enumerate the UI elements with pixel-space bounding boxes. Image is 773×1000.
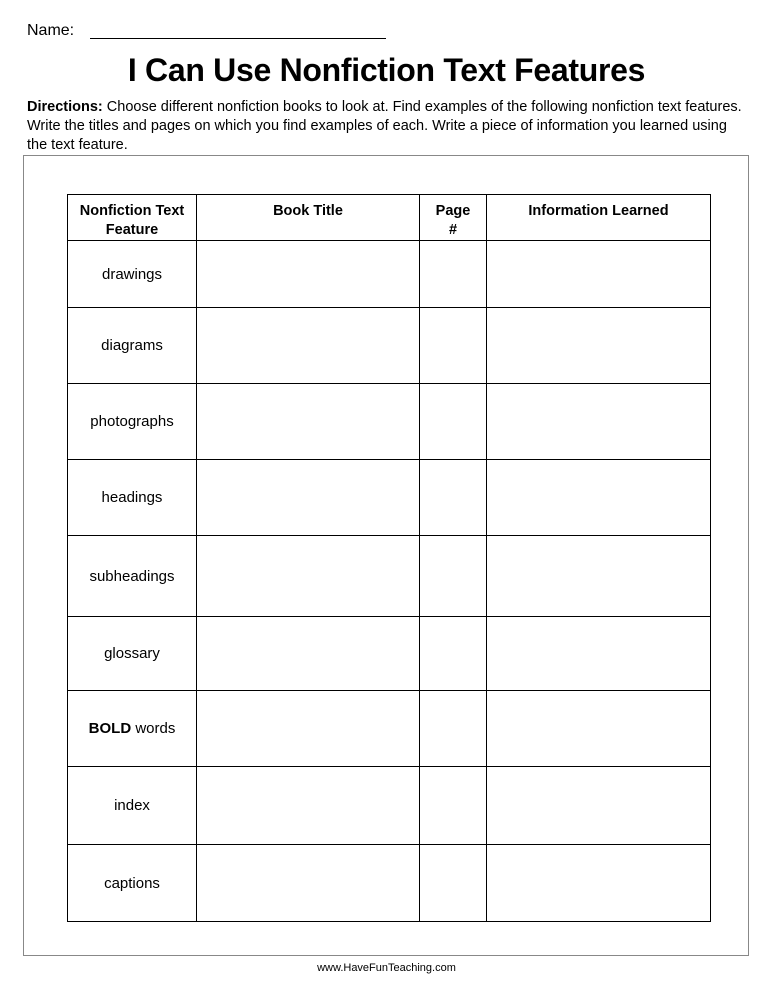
page-cell[interactable] [420, 691, 487, 767]
book-title-cell[interactable] [197, 845, 420, 922]
feature-text: glossary [104, 645, 160, 662]
feature-cell [68, 460, 197, 536]
page-cell[interactable] [420, 845, 487, 922]
page-cell[interactable] [420, 767, 487, 845]
book-title-cell[interactable] [197, 617, 420, 691]
header-page: Page # [420, 195, 487, 241]
page-cell[interactable] [420, 536, 487, 617]
feature-cell [68, 241, 197, 308]
feature-text: subheadings [89, 567, 175, 585]
directions [27, 98, 742, 155]
feature-cell [68, 308, 197, 384]
feature-text: photographs [90, 413, 174, 430]
table-header-row [68, 195, 711, 241]
table-row [68, 241, 711, 308]
book-title-cell[interactable] [197, 384, 420, 460]
book-title-cell[interactable] [197, 536, 420, 617]
page-title: I Can Use Nonfiction Text Features [127, 52, 646, 88]
information-cell[interactable] [487, 308, 711, 384]
feature-text: diagrams [101, 337, 163, 354]
page-cell[interactable] [420, 460, 487, 536]
feature-text: drawings [101, 265, 163, 283]
book-title-cell[interactable] [197, 241, 420, 308]
information-cell[interactable] [487, 691, 711, 767]
page-cell[interactable] [420, 241, 487, 308]
book-title-cell[interactable] [197, 308, 420, 384]
feature-cell [68, 767, 197, 845]
table-body [68, 241, 711, 922]
feature-bold-text: BOLD [88, 720, 132, 737]
book-title-cell[interactable] [197, 691, 420, 767]
header-information-learned: Information Learned [487, 195, 711, 241]
page-cell[interactable] [420, 384, 487, 460]
feature-cell [68, 384, 197, 460]
feature-cell [68, 536, 197, 617]
book-title-cell[interactable] [197, 767, 420, 845]
page-cell[interactable] [420, 308, 487, 384]
information-cell[interactable] [487, 384, 711, 460]
name-label: Name: [27, 22, 75, 39]
table-row [68, 617, 711, 691]
feature-text: words [131, 720, 176, 737]
table-row [68, 845, 711, 922]
table-row [68, 536, 711, 617]
name-input-line[interactable] [90, 38, 386, 39]
table-row [68, 460, 711, 536]
information-cell[interactable] [487, 536, 711, 617]
footer-url: www.HaveFunTeaching.com [317, 962, 456, 974]
table-row [68, 767, 711, 845]
directions-text: Choose different nonfiction books to look at. Find examples of the following nonfiction text features. Write the titles and pages on which you find examples of each. Write a piece of information you learned using the text feature. [27, 99, 742, 153]
feature-text: headings [101, 489, 163, 506]
table-row [68, 691, 711, 767]
features-table [67, 194, 711, 922]
information-cell[interactable] [487, 617, 711, 691]
information-cell[interactable] [487, 241, 711, 308]
feature-cell [68, 845, 197, 922]
header-book-title: Book Title [197, 195, 420, 241]
directions-label: Directions: [27, 99, 103, 115]
page-cell[interactable] [420, 617, 487, 691]
feature-text: index [114, 797, 150, 814]
book-title-cell[interactable] [197, 460, 420, 536]
information-cell[interactable] [487, 767, 711, 845]
feature-cell [68, 617, 197, 691]
table-row [68, 384, 711, 460]
table-row [68, 308, 711, 384]
information-cell[interactable] [487, 460, 711, 536]
information-cell[interactable] [487, 845, 711, 922]
feature-text: captions [104, 874, 160, 892]
feature-cell [68, 691, 197, 767]
header-feature: Nonfiction Text Feature [68, 195, 197, 241]
